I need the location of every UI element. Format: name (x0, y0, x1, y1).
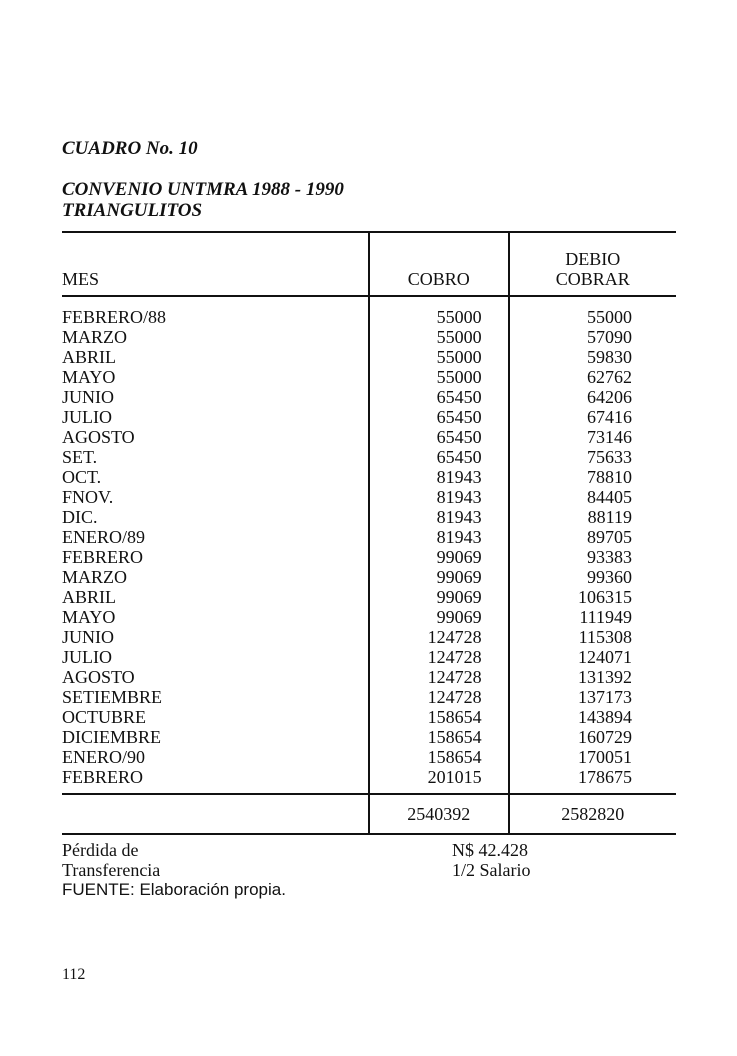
row-mes-cell: SET. (62, 447, 98, 467)
totals-row (62, 794, 676, 834)
row-mes-cell: MAYO (62, 607, 116, 627)
table-row (62, 667, 676, 687)
row-cobro-cell: 99069 (369, 587, 509, 607)
table-row (62, 296, 676, 327)
row-debio-cell: 137173 (509, 687, 676, 707)
row-mes-cell: JUNIO (62, 627, 114, 647)
header-mes: MES (62, 232, 369, 296)
row-debio-cell: 78810 (509, 467, 676, 487)
row-cobro-cell: 201015 (369, 767, 509, 794)
table-row (62, 587, 676, 607)
table-row (62, 627, 676, 647)
row-cobro-cell: 158654 (369, 727, 509, 747)
table-row (62, 447, 676, 467)
header-debio-line1: DEBIO (565, 249, 621, 269)
row-debio-cell: 115308 (509, 627, 676, 647)
row-cobro-cell: 99069 (369, 547, 509, 567)
perdida-value: N$ 42.428 (452, 840, 528, 860)
row-debio-cell: 124071 (509, 647, 676, 667)
table-row (62, 767, 676, 794)
row-debio-cell: 131392 (509, 667, 676, 687)
header-cobro: COBRO (369, 232, 509, 296)
row-cobro-cell: 65450 (369, 427, 509, 447)
row-debio-cell: 170051 (509, 747, 676, 767)
row-mes-cell: MARZO (62, 567, 128, 587)
transferencia-value: 1/2 Salario (452, 860, 531, 880)
row-mes-cell: JULIO (62, 407, 112, 427)
header-debio-line2: COBRAR (555, 269, 630, 289)
source-note: FUENTE: Elaboración propia. (62, 880, 286, 899)
row-cobro-cell: 99069 (369, 607, 509, 627)
row-debio-cell: 75633 (509, 447, 676, 467)
row-debio-cell: 89705 (509, 527, 676, 547)
row-debio-cell: 62762 (509, 367, 676, 387)
table-row (62, 547, 676, 567)
row-debio-cell: 88119 (509, 507, 676, 527)
row-mes-cell: JULIO (62, 647, 112, 667)
table-row (62, 387, 676, 407)
table-row (62, 487, 676, 507)
table-row (62, 567, 676, 587)
row-cobro-cell: 65450 (369, 407, 509, 427)
row-cobro-cell: 55000 (369, 367, 509, 387)
table-title: CONVENIO UNTMRA 1988 - 1990 (62, 179, 344, 200)
salary-table (62, 231, 676, 835)
row-debio-cell: 93383 (509, 547, 676, 567)
total-debio: 2582820 (509, 794, 676, 834)
table-row (62, 347, 676, 367)
row-mes-cell: MARZO (62, 327, 128, 347)
row-debio-cell: 160729 (509, 727, 676, 747)
row-debio-cell: 73146 (509, 427, 676, 447)
row-mes-cell: OCT. (62, 467, 102, 487)
row-mes-cell: ABRIL (62, 347, 116, 367)
row-debio-cell: 143894 (509, 707, 676, 727)
row-cobro-cell: 158654 (369, 707, 509, 727)
row-debio-cell: 111949 (509, 607, 676, 627)
row-mes-cell: DICIEMBRE (62, 727, 161, 747)
table-row (62, 407, 676, 427)
row-debio-cell: 59830 (509, 347, 676, 367)
row-mes-cell: AGOSTO (62, 427, 135, 447)
row-cobro-cell: 55000 (369, 327, 509, 347)
row-cobro-cell: 81943 (369, 507, 509, 527)
row-mes-cell: ABRIL (62, 587, 116, 607)
row-mes-cell: FEBRERO/88 (62, 307, 167, 327)
row-debio-cell: 99360 (509, 567, 676, 587)
table-row (62, 747, 676, 767)
row-mes-cell: MAYO (62, 367, 116, 387)
row-debio-cell: 84405 (509, 487, 676, 507)
row-debio-cell: 178675 (509, 767, 676, 794)
row-cobro-cell: 81943 (369, 487, 509, 507)
table-subtitle: TRIANGULITOS (62, 200, 203, 221)
row-cobro-cell: 124728 (369, 667, 509, 687)
row-debio-cell: 67416 (509, 407, 676, 427)
table-row (62, 527, 676, 547)
total-cobro: 2540392 (369, 794, 509, 834)
table-row (62, 687, 676, 707)
row-mes-cell: ENERO/90 (62, 747, 145, 767)
row-mes-cell: DIC. (62, 507, 98, 527)
row-cobro-cell: 124728 (369, 687, 509, 707)
page-number: 112 (62, 966, 86, 983)
row-mes-cell: FEBRERO (62, 547, 144, 567)
row-cobro-cell: 124728 (369, 627, 509, 647)
row-cobro-cell: 99069 (369, 567, 509, 587)
row-debio-cell: 57090 (509, 327, 676, 347)
total-label (62, 794, 369, 834)
row-cobro-cell: 55000 (369, 296, 509, 327)
table-row (62, 327, 676, 347)
transferencia-label: Transferencia (62, 860, 161, 880)
table-header-row (62, 232, 676, 296)
table-row (62, 647, 676, 667)
row-cobro-cell: 81943 (369, 527, 509, 547)
row-mes-cell: ENERO/89 (62, 527, 145, 547)
row-mes-cell: OCTUBRE (62, 707, 147, 727)
row-debio-cell: 106315 (509, 587, 676, 607)
row-cobro-cell: 81943 (369, 467, 509, 487)
perdida-label: Pérdida de (62, 840, 139, 860)
row-mes-cell: FNOV. (62, 487, 114, 507)
table-number-caption: CUADRO No. 10 (62, 138, 198, 159)
table-body (62, 296, 676, 794)
row-debio-cell: 55000 (509, 296, 676, 327)
row-mes-cell: SETIEMBRE (62, 687, 163, 707)
row-cobro-cell: 55000 (369, 347, 509, 367)
table-row (62, 427, 676, 447)
table-row (62, 607, 676, 627)
row-cobro-cell: 158654 (369, 747, 509, 767)
header-debio-cobrar (509, 232, 676, 296)
table-row (62, 707, 676, 727)
row-cobro-cell: 124728 (369, 647, 509, 667)
row-debio-cell: 64206 (509, 387, 676, 407)
row-mes-cell: AGOSTO (62, 667, 135, 687)
table-row (62, 367, 676, 387)
row-cobro-cell: 65450 (369, 447, 509, 467)
table-row (62, 467, 676, 487)
table-row (62, 727, 676, 747)
row-mes-cell: JUNIO (62, 387, 114, 407)
row-cobro-cell: 65450 (369, 387, 509, 407)
table-row (62, 507, 676, 527)
row-mes-cell: FEBRERO (62, 767, 144, 787)
